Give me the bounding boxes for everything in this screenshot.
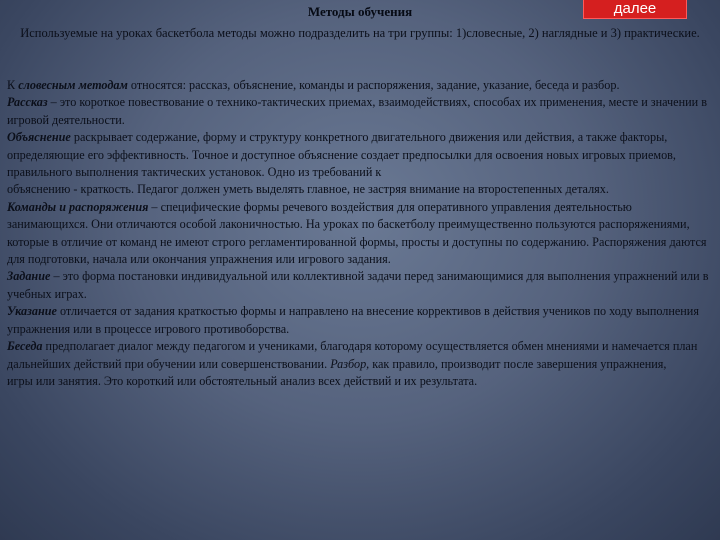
paragraph-line: объяснению - краткость. Педагог должен уметь выделять главное, не застряя внимание на второстепенных деталях. [7,182,609,197]
methods-body [7,77,713,390]
intro-text: Используемые на уроках баскетбола методы можно подразделить на три группы: 1)словесные, 2) наглядные и 3) практические. [20,26,700,40]
paragraph-task [7,268,713,303]
term-analysis: Разбор, [330,356,370,371]
next-button[interactable]: далее [583,0,687,19]
term-commands: Команды и распоряжения [7,199,149,214]
paragraph-text: раскрывает содержание, форму и структуру конкретного двигательного движения или действия, а также факторы, определяющие его эффективность. Точное и доступное объяснение создает предпосылки для освоения новых игровых приемов, [7,130,676,162]
paragraph-text: – это форма постановки индивидуальной или коллективной задачи перед занимающимися для выполнения упражнений или в учебных играх. [7,269,709,301]
term-verbal-methods: словесным методам [18,78,128,92]
paragraph-text: отличается от задания краткостью формы и направлено на внесение коррективов в действия учеников по ходу выполнения упражнения или в процессе игрового противоборства. [7,304,699,336]
paragraph-instruction [7,303,713,338]
paragraph-verbal-methods [7,77,713,94]
paragraph-line: игры или занятия. Это короткий или обстоятельный анализ всех действий и их результата. [7,373,478,388]
slide-title: Методы обучения [307,4,413,19]
paragraph-line: правильного выполнения тактических установок. Одно из требований к [7,165,382,180]
term-instruction: Указание [7,304,57,319]
term-explanation: Объяснение [7,130,71,145]
paragraph-commands [7,199,713,269]
term-conversation: Беседа [7,339,43,354]
paragraph-text: – это короткое повествование о технико-тактических приемах, взаимодействиях, способах их применения, месте и значении в игровой деятельности. [7,95,707,127]
term-task: Задание [7,269,51,284]
paragraph-text: как правило, производит после завершения упражнения, [369,356,667,371]
paragraph-prefix: К [7,78,19,92]
paragraph-story [7,94,713,129]
paragraph-text: – специфические формы речевого воздействия для оперативного управления деятельностью занимающихся. Они отличаются особой лаконичностью. На уроках по баскетболу преимущественно пользуются распоряжениями, которые в отличие от команд не имеют строго регламентированной формы, просты и доступны по содержанию. Распоряжения даются для подготовки, начала или окончания упражнения или игрового задания. [7,199,707,267]
paragraph-explanation [7,129,713,164]
term-story: Рассказ [7,95,48,110]
paragraph-conversation [7,338,713,373]
paragraph-text: относятся: рассказ, объяснение, команды и распоряжения, задание, указание, беседа и разбор. [127,78,620,92]
paragraph-text: предполагает диалог между педагогом и учениками, благодаря которому осуществляется обмен мнениями и намечается план дальнейших действий при обучении или совершенствовании. [7,339,698,371]
